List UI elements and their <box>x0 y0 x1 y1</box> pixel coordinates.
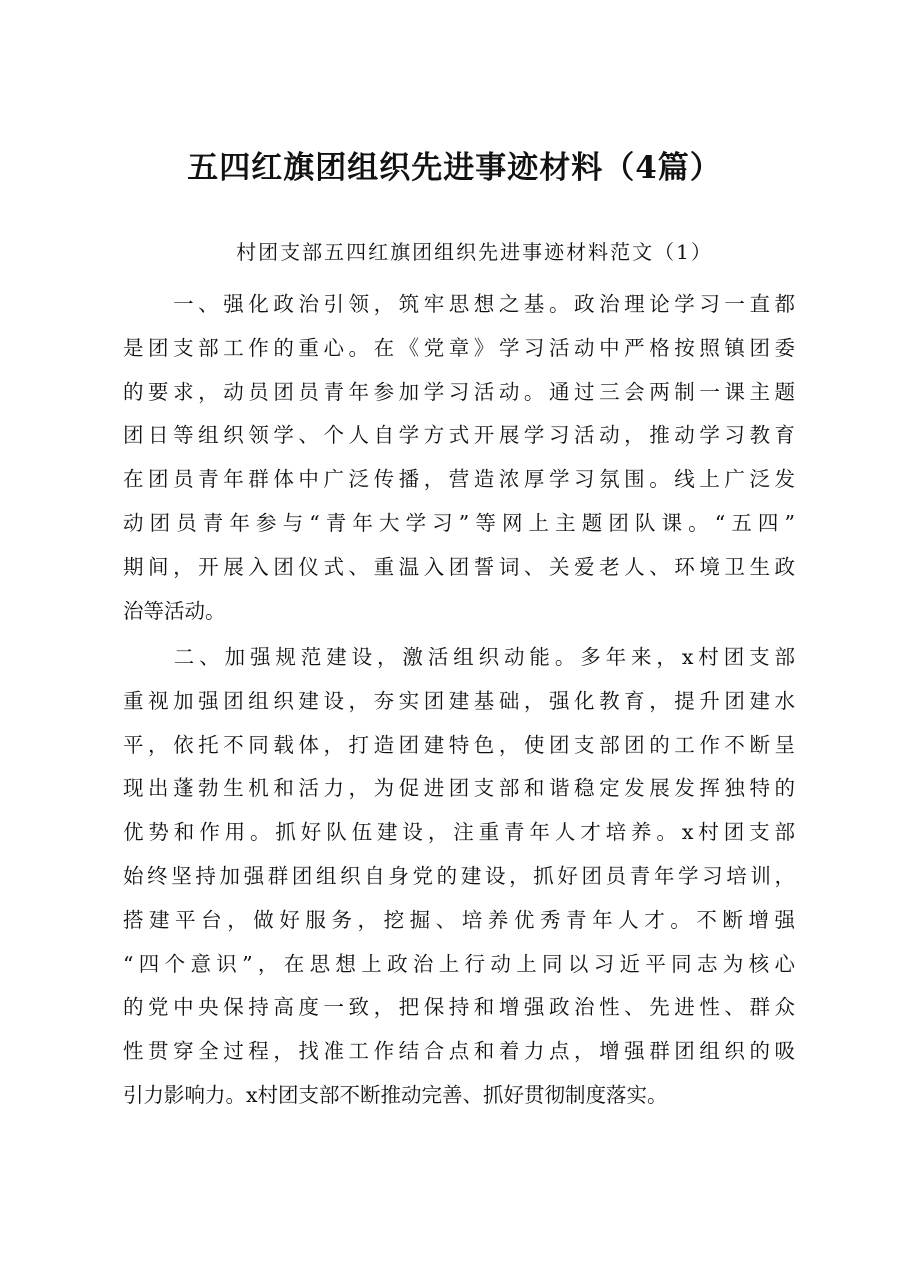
text-line: 一、强化政治引领，筑牢思想之基。政治理论学习一直都 <box>123 292 795 316</box>
text-line: 期间，开展入团仪式、重温入团誓词、关爱老人、环境卫生政 <box>123 554 795 579</box>
text-line: 的党中央保持高度一致，把保持和增强政治性、先进性、群众 <box>123 995 795 1020</box>
text-line: 重视加强团组织建设，夯实团建基础，强化教育，提升团建水 <box>123 688 795 713</box>
text-line: 在团员青年群体中广泛传播，营造浓厚学习氛围。线上广泛发 <box>123 467 795 492</box>
document-title: 五四红旗团组织先进事迹材料（4篇） <box>187 150 722 186</box>
document-subtitle: 村团支部五四红旗团组织先进事迹材料范文（1） <box>236 240 713 264</box>
text-line: 平，依托不同载体，打造团建特色，使团支部团的工作不断呈 <box>123 732 795 757</box>
text-line: 是团支部工作的重心。在《党章》学习活动中严格按照镇团委 <box>123 335 795 360</box>
text-line: 的要求，动员团员青年参加学习活动。通过三会两制一课主题 <box>123 379 795 404</box>
text-line: “四个意识”，在思想上政治上行动上同以习近平同志为核心 <box>123 951 795 976</box>
text-line: 治等活动。 <box>123 598 226 623</box>
text-line: 引力影响力。x村团支部不断推动完善、抓好贯彻制度落实。 <box>123 1082 668 1107</box>
text-line: 始终坚持加强群团组织自身党的建设，抓好团员青年学习培训， <box>123 863 795 888</box>
text-line: 动团员青年参与“青年大学习”等网上主题团队课。“五四” <box>123 510 795 535</box>
text-line: 性贯穿全过程，找准工作结合点和着力点，增强群团组织的吸 <box>123 1039 795 1064</box>
text-line: 二、加强规范建设，激活组织动能。多年来，x村团支部 <box>123 645 795 669</box>
text-line: 优势和作用。抓好队伍建设，注重青年人才培养。x村团支部 <box>123 820 795 845</box>
text-line: 现出蓬勃生机和活力，为促进团支部和谐稳定发展发挥独特的 <box>123 776 795 801</box>
text-line: 团日等组织领学、个人自学方式开展学习活动，推动学习教育 <box>123 423 795 448</box>
text-line: 搭建平台，做好服务，挖掘、培养优秀青年人才。不断增强 <box>123 907 795 932</box>
paragraph-2 <box>123 636 795 1118</box>
paragraph-1 <box>123 283 795 633</box>
